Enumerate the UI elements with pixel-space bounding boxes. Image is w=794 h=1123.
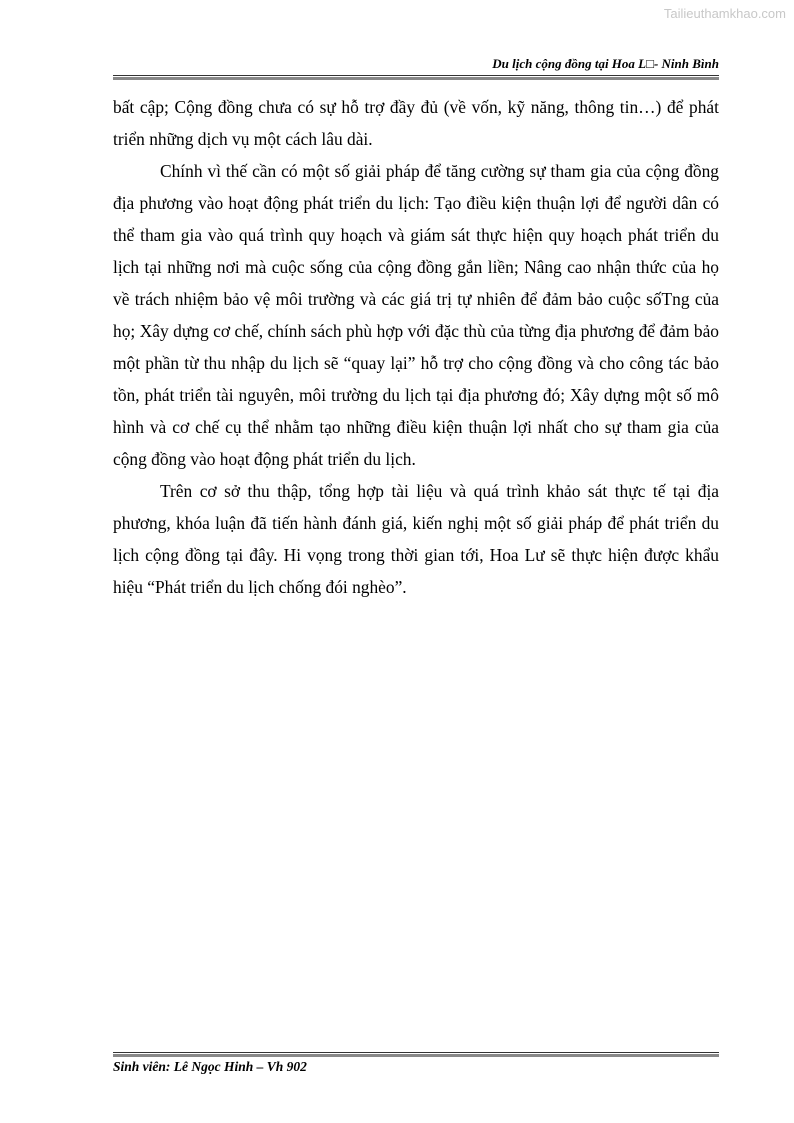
paragraph-1: bất cập; Cộng đồng chưa có sự hỗ trợ đầy đủ (về vốn, kỹ năng, thông tin…) để phát triển những dịch vụ một cách lâu dài. <box>113 97 719 149</box>
watermark: Tailieuthamkhao.com <box>663 6 786 21</box>
paragraph-2: Chính vì thế cần có một số giải pháp để tăng cường sự tham gia của cộng đồng địa phương vào hoạt động phát triển du lịch: Tạo điều kiện thuận lợi để người dân có thể tham gia vào quá trình quy hoạch và giám sát thực hiện quy hoạch phát triển du lịch tại những nơi mà cuộc sống của cộng đồng gắn liền; Nâng cao nhận thức của họ về trách nhiệm bảo vệ môi trường và các giá trị tự nhiên để đảm bảo cuộc sốTng của họ; Xây dựng cơ chế, chính sách phù hợp với đặc thù của từng địa phương để đảm bảo một phần từ thu nhập du lịch sẽ “quay lại” hỗ trợ cho cộng đồng và cho công tác bảo tồn, phát triển tài nguyên, môi trường du lịch tại địa phương đó; Xây dựng một số mô hình và cơ chế cụ thể nhằm tạo những điều kiện thuận lợi nhất cho sự tham gia của cộng đồng vào hoạt động phát triển du lịch. <box>113 161 719 469</box>
body-text <box>113 91 719 603</box>
paragraph-3: Trên cơ sở thu thập, tổng hợp tài liệu và quá trình khảo sát thực tế tại địa phương, khóa luận đã tiến hành đánh giá, kiến nghị một số giải pháp để phát triển du lịch cộng đồng tại đây. Hi vọng trong thời gian tới, Hoa Lư sẽ thực hiện được khẩu hiệu “Phát triển du lịch chống đói nghèo”. <box>113 481 719 597</box>
footer-rule <box>113 1052 719 1057</box>
header-rule <box>113 75 719 80</box>
running-header: Du lịch cộng đồng tại Hoa L□- Ninh Bình <box>492 56 719 71</box>
footer-author: Sinh viên: Lê Ngọc Hinh – Vh 902 <box>113 1059 307 1074</box>
